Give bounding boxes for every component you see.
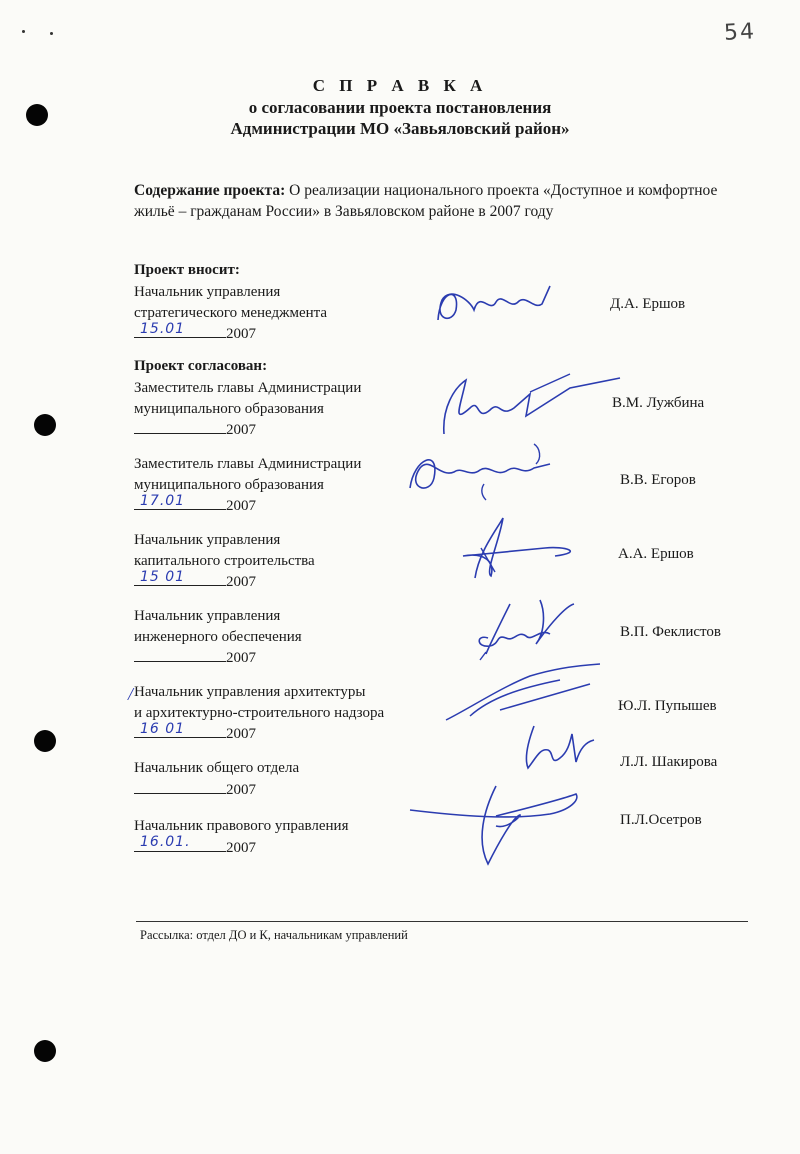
signatory-name: В.М. Лужбина xyxy=(612,395,705,411)
document-title: С П Р А В К А xyxy=(312,76,488,95)
date-line xyxy=(134,320,327,345)
signatory-entry xyxy=(134,606,302,669)
punch-hole-2 xyxy=(34,414,56,436)
signature-4 xyxy=(455,512,595,584)
year: 2007 xyxy=(226,498,256,514)
position-line-2: муниципального образования xyxy=(134,400,324,417)
handwritten-date: 17.01 xyxy=(140,492,186,509)
punch-hole-3 xyxy=(34,730,56,752)
signature-7 xyxy=(514,718,604,774)
year: 2007 xyxy=(226,422,256,438)
date-line xyxy=(134,568,315,593)
content-text: О реализации национального проекта «Доступное и комфортное жильё – гражданам России» в Завьяловском районе в 2007 году xyxy=(134,182,718,220)
signature-3 xyxy=(400,438,560,504)
position-line-1: Начальник управления xyxy=(134,608,281,624)
date-line xyxy=(134,720,384,745)
scan-speck xyxy=(50,32,53,35)
document-subtitle-1: о согласовании проекта постановления xyxy=(248,98,552,117)
position-line-1: Заместитель главы Администрации xyxy=(134,456,362,472)
position-line-1: Начальник управления xyxy=(134,532,281,548)
signatory-name: Д.А. Ершов xyxy=(610,296,686,312)
signatory-entry xyxy=(134,454,361,517)
position-line-2: стратегического менеджмента xyxy=(134,304,328,321)
position-line-1: Начальник общего отдела xyxy=(134,760,300,776)
signature-8 xyxy=(400,780,620,870)
signatory-entry xyxy=(134,282,327,345)
year: 2007 xyxy=(226,650,256,666)
signatory-entry xyxy=(134,816,348,858)
position-line-1: Начальник управления xyxy=(134,284,281,300)
punch-hole-4 xyxy=(34,1040,56,1062)
signatory-entry xyxy=(134,682,384,745)
handwritten-date: 15.01 xyxy=(140,320,186,337)
signatory-name: В.В. Егоров xyxy=(620,472,696,488)
signatory-entry xyxy=(134,378,361,441)
signatory-name: А.А. Ершов xyxy=(618,546,694,562)
position-line-1: Начальник правового управления xyxy=(134,818,349,834)
distribution-list: Рассылка: отдел ДО и К, начальникам управлений xyxy=(140,928,408,942)
signature-1 xyxy=(430,280,570,330)
document-subtitle-2: Администрации МО «Завьяловский район» xyxy=(230,119,570,138)
date-line xyxy=(134,834,348,859)
handwritten-date: 16 01 xyxy=(140,720,186,737)
project-content xyxy=(134,180,754,222)
year: 2007 xyxy=(226,326,256,342)
position-line-2: и архитектурно-строительного надзора xyxy=(134,704,385,721)
date-line xyxy=(134,419,361,441)
handwritten-date: 15 01 xyxy=(140,568,186,585)
year: 2007 xyxy=(226,726,256,742)
year: 2007 xyxy=(226,839,256,856)
signatory-entry xyxy=(134,530,315,593)
position-line-2: муниципального образования xyxy=(134,476,324,493)
signatory-entry xyxy=(134,758,299,800)
year: 2007 xyxy=(226,574,256,590)
signatory-name: В.П. Феклистов xyxy=(620,624,721,640)
position-line-1: Заместитель главы Администрации xyxy=(134,380,362,396)
date-line xyxy=(134,647,302,669)
position-line-2: инженерного обеспечения xyxy=(134,628,302,645)
submitted-heading: Проект вносит: xyxy=(134,262,240,278)
scan-speck xyxy=(22,30,25,33)
position-line-1: Начальник управления архитектуры xyxy=(134,684,366,700)
handwritten-date: 16.01. xyxy=(140,834,191,850)
content-label: Содержание проекта: xyxy=(134,182,286,199)
year: 2007 xyxy=(226,781,256,798)
signatory-name: Ю.Л. Пупышев xyxy=(618,698,717,714)
footer-rule xyxy=(136,921,748,922)
signatory-name: П.Л.Осетров xyxy=(620,812,702,828)
approved-heading: Проект согласован: xyxy=(134,358,268,374)
signatory-name: Л.Л. Шакирова xyxy=(620,754,718,770)
signature-2 xyxy=(430,368,630,440)
page-number-handwritten: 54 xyxy=(723,19,757,46)
position-line-2: капитального строительства xyxy=(134,552,315,569)
date-line xyxy=(134,779,299,801)
date-line xyxy=(134,492,361,517)
pen-tick-mark: / xyxy=(128,684,134,704)
